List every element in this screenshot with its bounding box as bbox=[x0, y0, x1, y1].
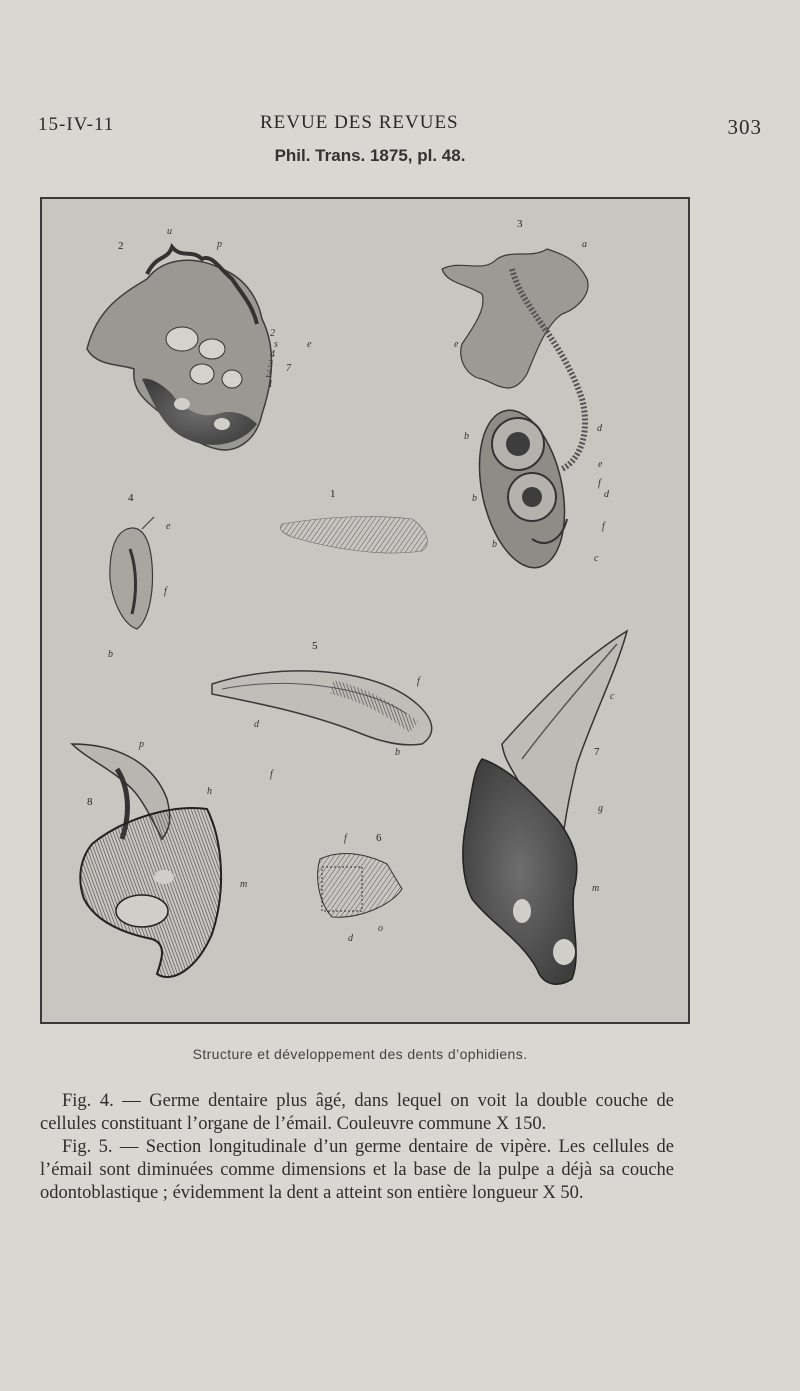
figure-label: f bbox=[598, 478, 601, 489]
figure-label: p bbox=[139, 739, 144, 750]
figure-label: s bbox=[274, 339, 278, 350]
figure-number: 3 bbox=[517, 218, 523, 230]
figure-label: c bbox=[610, 691, 615, 702]
figure-3-drawing bbox=[442, 249, 588, 576]
figure-label: e bbox=[454, 339, 459, 350]
figure-number: 5 bbox=[312, 640, 318, 652]
figure-label: c bbox=[594, 553, 599, 564]
figure-number: 6 bbox=[376, 832, 382, 844]
figure-6-drawing bbox=[318, 854, 402, 918]
figure-number: 2 bbox=[118, 240, 124, 252]
figure-label: f bbox=[270, 769, 273, 780]
figure-4-drawing bbox=[110, 517, 154, 629]
figure-label: u bbox=[167, 226, 172, 237]
figure-caption: Structure et développement des dents d’ophidiens. bbox=[192, 1046, 528, 1062]
figure-8-drawing bbox=[72, 744, 221, 977]
figure-label: f bbox=[602, 521, 605, 532]
figure-label: f bbox=[164, 586, 167, 597]
figure-label: d bbox=[604, 489, 609, 500]
figure-number: 8 bbox=[87, 796, 93, 808]
figure-label: f bbox=[344, 833, 347, 844]
figure-label: d bbox=[597, 423, 602, 434]
figure-5-drawing bbox=[212, 671, 432, 745]
figure-label: b bbox=[108, 649, 113, 660]
figure-label: 2 bbox=[270, 328, 275, 339]
paragraph: Fig. 5. — Section longitudinale d’un germe dentaire de vipère. Les cellules de l’émail sont diminuées comme dimensions et la base de la pulpe a déjà sa couche odontoblastique ; évidemment la dent a atteint son entière longueur X 50. bbox=[40, 1137, 674, 1203]
figure-label: d bbox=[348, 933, 353, 944]
figure-label: e bbox=[166, 521, 171, 532]
plate-reference: Phil. Trans. 1875, pl. 48. bbox=[274, 146, 466, 165]
figure-label: g bbox=[598, 803, 603, 814]
figure-label: b bbox=[464, 431, 469, 442]
figure-label: o bbox=[378, 923, 383, 934]
figure-number: 7 bbox=[594, 746, 600, 758]
figure-label: m bbox=[240, 879, 248, 890]
figure-2-drawing bbox=[87, 247, 271, 450]
figure-label: b bbox=[492, 539, 497, 550]
figure-label: e bbox=[598, 459, 603, 470]
figure-label: 7 bbox=[286, 363, 291, 374]
figure-label: 3 bbox=[268, 359, 273, 370]
figure-label: f bbox=[417, 676, 420, 687]
figure-label: 1 bbox=[268, 379, 273, 390]
figure-number: 1 bbox=[330, 488, 336, 500]
plate-illustration bbox=[42, 199, 688, 1022]
figure-label: 2 bbox=[266, 369, 271, 380]
issue-date: 15-IV-11 bbox=[38, 114, 115, 135]
figure-label: e bbox=[307, 339, 312, 350]
journal-title: REVUE DES REVUES bbox=[260, 112, 459, 133]
figure-label: b bbox=[472, 493, 477, 504]
figure-1-drawing bbox=[280, 517, 427, 554]
anatomical-plate bbox=[40, 197, 690, 1024]
figure-label: d bbox=[254, 719, 259, 730]
running-head bbox=[38, 112, 762, 139]
page-number: 303 bbox=[727, 115, 762, 139]
figure-label: 4 bbox=[270, 349, 275, 360]
figure-number: 4 bbox=[128, 492, 134, 504]
figure-label: h bbox=[207, 786, 212, 797]
figure-label: m bbox=[592, 883, 600, 894]
paragraph: Fig. 4. — Germe dentaire plus âgé, dans lequel on voit la double couche de cellules constituant l’organe de l’émail. Couleuvre commune X 150. bbox=[40, 1091, 674, 1134]
body-text bbox=[40, 1090, 674, 1205]
figure-label: p bbox=[217, 239, 222, 250]
figure-label: b bbox=[395, 747, 400, 758]
figure-label: a bbox=[582, 239, 587, 250]
